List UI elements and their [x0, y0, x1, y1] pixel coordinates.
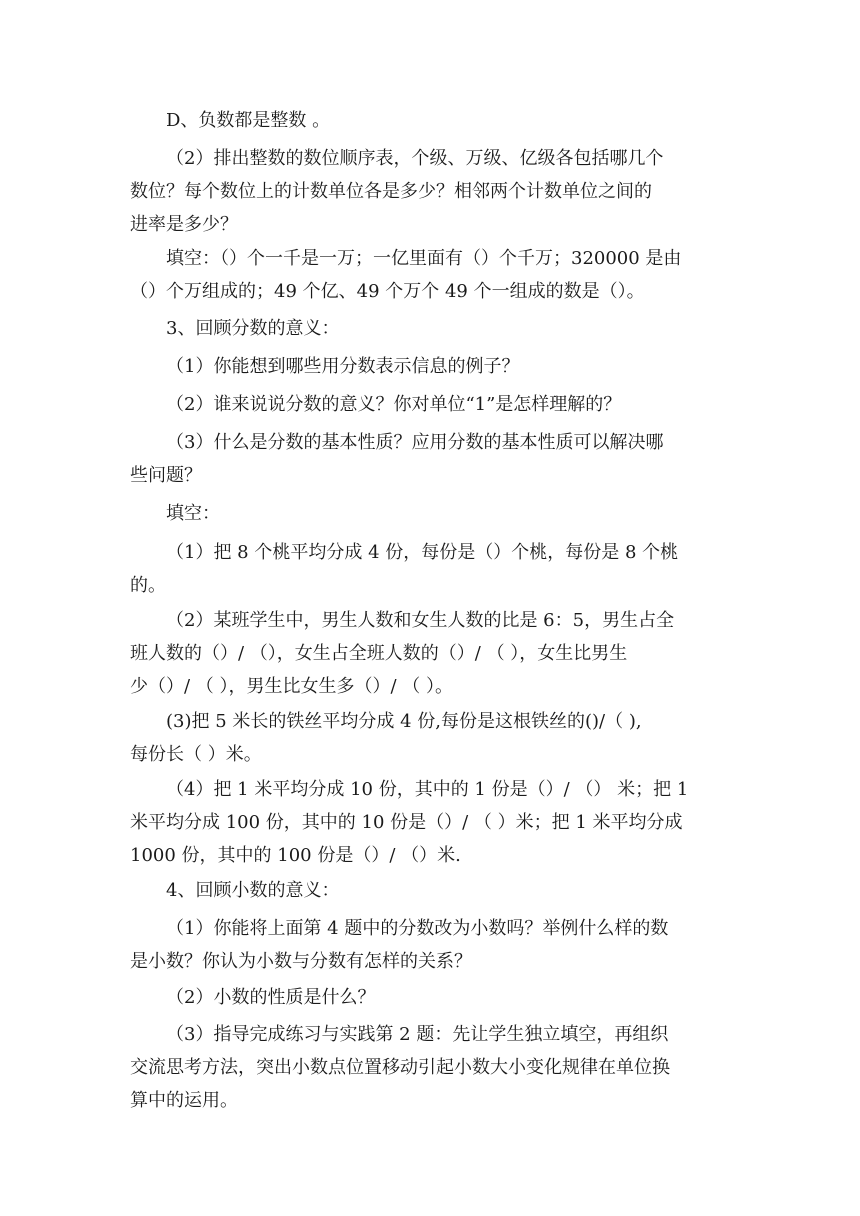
decimal-question-1 — [130, 912, 730, 978]
text-line: 进率是多少？ — [130, 214, 238, 235]
fill-in-2 — [130, 604, 730, 703]
section-3-heading — [130, 312, 730, 345]
text-line: 算中的运用。 — [130, 1090, 238, 1111]
text-line: （2）谁来说说分数的意义？你对单位“1”是怎样理解的？ — [166, 394, 622, 415]
text-line: 填空： — [166, 503, 220, 524]
text-line: （2）排出整数的数位顺序表，个级、万级、亿级各包括哪几个 — [166, 148, 664, 169]
decimal-question-2 — [130, 981, 730, 1014]
fraction-question-2 — [130, 388, 730, 421]
section-4-heading — [130, 874, 730, 907]
text-line: 填空：（）个一千是一万；一亿里面有（）个千万；320000 是由 — [166, 248, 682, 269]
fill-in-integers — [130, 242, 730, 308]
fill-in-3 — [130, 705, 730, 771]
text-line: 少（）/ （ ），男生比女生多（）/ （ ）。 — [130, 676, 454, 697]
text-line: （3）什么是分数的基本性质？应用分数的基本性质可以解决哪 — [166, 432, 664, 453]
text-line: （1）你能将上面第 4 题中的分数改为小数吗？举例什么样的数 — [166, 918, 669, 939]
text-line: （4）把 1 米平均分成 10 份，其中的 1 份是（）/ （） 米；把 1 — [166, 779, 689, 800]
text-line: （2）某班学生中，男生人数和女生人数的比是 6：5，男生占全 — [166, 610, 675, 631]
fill-in-1 — [130, 536, 730, 602]
text-line: （1）把 8 个桃平均分成 4 份，每份是（）个桃，每份是 8 个桃 — [166, 542, 679, 563]
text-line: （1）你能想到哪些用分数表示信息的例子？ — [166, 356, 520, 377]
fraction-question-3 — [130, 426, 730, 492]
text-line: （3）指导完成练习与实践第 2 题：先让学生独立填空，再组织 — [166, 1024, 669, 1045]
text-line: 每份长（ ）米。 — [130, 744, 262, 765]
fill-in-label — [130, 497, 730, 530]
text-line: 是小数？你认为小数与分数有怎样的关系？ — [130, 951, 472, 972]
text-line: （）个万组成的；49 个亿、49 个万个 49 个一组成的数是（）。 — [130, 281, 645, 302]
text-line: 4、回顾小数的意义： — [166, 880, 340, 901]
text-line: 1000 份，其中的 100 份是（）/ （）米. — [130, 845, 461, 866]
option-d — [130, 104, 730, 137]
text-line: 班人数的（）/ （），女生占全班人数的（）/ （ ），女生比男生 — [130, 643, 628, 664]
text-line: （2）小数的性质是什么？ — [166, 987, 376, 1008]
text-line: 数位？每个数位上的计数单位各是多少？相邻两个计数单位之间的 — [130, 181, 652, 202]
question-2-place-value — [130, 142, 730, 241]
fill-in-4 — [130, 773, 730, 872]
decimal-question-3 — [130, 1018, 730, 1117]
text-line: 交流思考方法，突出小数点位置移动引起小数大小变化规律在单位换 — [130, 1057, 670, 1078]
text-line: D、负数都是整数 。 — [166, 110, 331, 131]
text-line: 3、回顾分数的意义： — [166, 318, 340, 339]
text-line: 些问题？ — [130, 465, 202, 486]
fraction-question-1 — [130, 350, 730, 383]
text-line: 米平均分成 100 份，其中的 10 份是（）/ （ ）米；把 1 米平均分成 — [130, 812, 683, 833]
text-line: 的。 — [130, 575, 166, 596]
text-line: (3)把 5 米长的铁丝平均分成 4 份,每份是这根铁丝的()/（ ), — [166, 711, 642, 732]
